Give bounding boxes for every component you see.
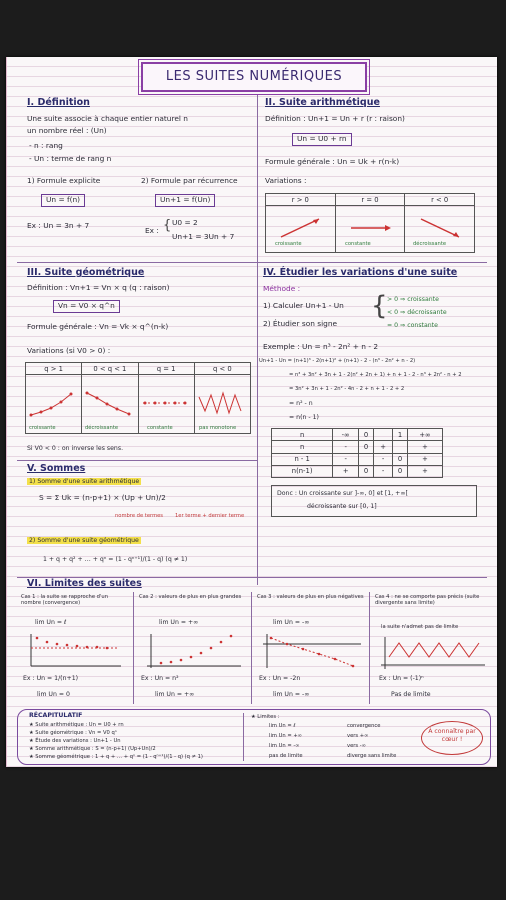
recap-res-2: vers +∞	[347, 733, 369, 739]
s4-example: Exemple : Un = n³ - 2n² + n - 2	[263, 342, 379, 351]
s4-conclusion1: Donc : Un croissante sur ]-∞, 0] et [1, +∞[	[277, 490, 408, 497]
s3-label-2: décroissante	[85, 425, 119, 431]
s1-example2a: U0 = 2	[172, 218, 198, 227]
recap-res-4: diverge sans limite	[347, 753, 397, 759]
constant-arrow-icon	[345, 213, 395, 243]
s3-variations-table: q > 1 0 < q < 1 q = 1 q < 0	[25, 362, 251, 434]
s3-general: Formule générale : Vn = Vk × q^(n-k)	[27, 322, 169, 331]
case4-example: Ex : Un = (-1)ⁿ	[379, 675, 424, 682]
s3-formula-box: Vn = V0 × q^n	[53, 300, 120, 313]
recap-res-1: convergence	[347, 723, 381, 729]
case4-graph	[375, 635, 487, 671]
s1-example2b: Un+1 = 3Un + 7	[172, 232, 235, 241]
recap-limits-heading: ★ Limites :	[251, 714, 280, 720]
s2-variations: Variations :	[265, 176, 307, 185]
s3-note: Si V0 < 0 : on inverse les sens.	[27, 445, 124, 452]
s2-label-2: constante	[345, 241, 371, 247]
s1-line1: Une suite associe à chaque entier naturel n	[27, 114, 188, 123]
oscillating-points-icon	[195, 385, 249, 421]
increasing-points-icon	[27, 385, 81, 421]
s1-example1: Ex : Un = 3n + 7	[27, 221, 90, 230]
recap-item-1: ★ Suite arithmétique : Un = U0 + rn	[29, 722, 124, 728]
s5-title1: 1) Somme d'une suite arithmétique	[29, 478, 140, 485]
case2-example: Ex : Un = n²	[141, 675, 179, 682]
s2-general: Formule générale : Un = Uk + r(n-k)	[265, 157, 400, 166]
case1-limit: lim Un = ℓ	[35, 619, 67, 626]
section-5-heading: V. Sommes	[27, 463, 86, 474]
case3-result: lim Un = -∞	[273, 691, 310, 698]
section-6-heading: VI. Limites des suites	[27, 578, 142, 589]
s2-variations-table: r > 0 r = 0 r < 0	[265, 193, 475, 253]
recap-lim-3: lim Un = -∞	[269, 743, 300, 749]
s3-label-1: croissante	[29, 425, 56, 431]
s3-definition: Définition : Vn+1 = Vn × q (q : raison)	[27, 283, 170, 292]
case1-text: Cas 1 : la suite se rapproche d'un nombre (convergence)	[21, 594, 108, 607]
s4-case3: = 0 ⇒ constante	[387, 322, 438, 329]
s4-sign-table: n -∞ 0 1 +∞ n - 0 + + n - 1 - - 0 + n(n-1) + 0 - 0 +	[271, 428, 443, 478]
decreasing-points-icon	[83, 385, 137, 421]
s2-label-1: croissante	[275, 241, 302, 247]
s1-line3: - n : rang	[29, 141, 63, 150]
section-3-heading: III. Suite géométrique	[27, 267, 145, 278]
s1-box2: Un+1 = f(Un)	[155, 194, 215, 207]
case3-limit: lim Un = -∞	[273, 619, 310, 626]
row-divider-2	[17, 460, 257, 461]
s1-formula2: 2) Formule par récurrence	[141, 176, 238, 185]
s4-calc3: = 3n² + 3n + 1 - 2n² - 4n - 2 + n + 1 - 2 + 2	[289, 386, 405, 392]
s1-box1: Un = f(n)	[41, 194, 85, 207]
s1-example2-label: Ex :	[145, 226, 159, 235]
section-1-heading: I. Définition	[27, 97, 90, 108]
s4-case1: > 0 ⇒ croissante	[387, 296, 439, 303]
s4-calc4: = n² - n	[289, 400, 313, 407]
s4-calc2: = n³ + 3n² + 3n + 1 - 2(n² + 2n + 1) + n + 1 - 2 - n³ + 2n² - n + 2	[289, 372, 462, 378]
constant-points-icon	[139, 385, 193, 421]
case4-result: Pas de limite	[391, 691, 431, 698]
s4-method: Méthode :	[263, 284, 301, 293]
course-sheet: LES SUITES NUMÉRIQUES I. Définition Une suite associe à chaque entier naturel n un nombre réel : (Un) - n : rang - Un : terme de rang n 1) Formule explicite 2) Formule par récurrence Un = f(n) Un+1 = f(Un) Ex : Un = 3n + 7 Ex : { U0 = 2 Un+1 = 3Un + 7 II. Suite arithmétique Définition : Un+1 = Un + r (r : raison) Un = U0 + rn Formule générale : Un = Uk + r(n-k) Variations : r > 0 r = 0 r < 0 croissante constante décroissante III. Suite géométrique Définition : Vn+1 = Vn × q (q : raison) Vn = V0 × q^n Formule générale : Vn = Vk × q^(n-k) Variations (si V0 > 0) : q > 1 0 < q < 1 q = 1 q < 0 croissante décroissante constante pas monotone Si V0 < 0 : on inverse les sens. IV. Étudier les variations d'une suite Méthode : 1) Calculer Un+1 - Un 2) Étudier son signe { > 0 ⇒ croissante < 0 ⇒ décroissante = 0 ⇒ constante Exemple : Un = n³ - 2n² + n - 2 Un+1 - Un = (n+1)³ - 2(n+1)² + (n+1) - 2 - (n³ - 2n² + n - 2) = n³ + 3n² + 3n + 1 - 2(n² + 2n + 1) + n + 1 - 2 - n³ + 2n² - n + 2 = 3n² + 3n + 1 - 2n² - 4n - 2 + n + 1 - 2 + 2 = n² - n = n(n - 1) n -∞ 0 1 +∞ n - 0 + + n - 1 - - 0 + n(n-1) + 0 - 0 + Donc : Un croissante sur ]-∞, 0] et [1, +∞[ décroissante sur [0, 1] V. Sommes 1) Somme d'une suite arithmétique S = Σ Uk = (n-p+1) × (Up + Un)/2 nombre de termes 1er terme + dernier terme 2) Somme d'une suite géométrique 1 + q + q² + … + qⁿ = (1 - qⁿ⁺¹)/(1 - q) (q ≠ 1) VI. Limites des suites Cas 1 : la suite se rapproche d'un nombre (convergence) lim Un = ℓ Ex : Un = 1/(n+1) lim Un = 0 Cas 2 : valeurs de plus en plus grandes lim Un = +∞ Ex : Un = n² lim Un = +∞ Cas 3 : valeurs de plus en plus négatives lim Un = -∞ Ex : Un = -2n lim Un = -∞ Cas 4 : ne se comporte pas précis (suite divergente sans limite) la suite n'admet pas de limite Ex : Un = (-1)ⁿ Pas de limite RÉCAPITULATIF ★ Suite arithmétique : Un = U0 + rn ★ Suite géométrique : Vn = V0 qⁿ ★ Étude des variations : Un+1 - Un ★ Somme arithmétique : S = (n-p+1) (Up+Un)/2 ★ Somme géométrique : 1 + q + … + qⁿ = (1 - qⁿ⁺¹)/(1 - q) (q ≠ 1) ★ Limites : lim Un = ℓ lim Un = +∞ lim Un = -∞ pas de limite convergence vers +∞ vers -∞ diverge sans limite À connaître par cœur !	[6, 57, 497, 767]
s2-formula-box: Un = U0 + rn	[292, 133, 352, 146]
s2-label-3: décroissante	[413, 241, 447, 247]
case3-text: Cas 3 : valeurs de plus en plus négatives	[257, 594, 364, 600]
case-divider-2	[251, 592, 252, 704]
row-divider-1	[17, 262, 487, 263]
recap-lim-4: pas de limite	[269, 753, 303, 759]
recap-item-2: ★ Suite géométrique : Vn = V0 qⁿ	[29, 730, 117, 736]
s4-step1: 1) Calculer Un+1 - Un	[263, 301, 344, 310]
s3-label-4: pas monotone	[199, 425, 237, 431]
case1-graph	[23, 632, 123, 670]
case4-limit: la suite n'admet pas de limite	[381, 624, 459, 630]
s3-variations: Variations (si V0 > 0) :	[27, 346, 111, 355]
section-4-heading: IV. Étudier les variations d'une suite	[263, 267, 458, 278]
s4-calc1: Un+1 - Un = (n+1)³ - 2(n+1)² + (n+1) - 2 - (n³ - 2n² + n - 2)	[259, 358, 416, 364]
page-title: LES SUITES NUMÉRIQUES	[141, 62, 367, 92]
recap-res-3: vers -∞	[347, 743, 366, 749]
s3-label-3: constante	[147, 425, 173, 431]
case2-graph	[141, 632, 245, 670]
s1-formula1: 1) Formule explicite	[27, 176, 101, 185]
s1-line4: - Un : terme de rang n	[29, 154, 112, 163]
s5-arith-sum: S = Σ Uk = (n-p+1) × (Up + Un)/2	[39, 493, 166, 502]
s5-note2: 1er terme + dernier terme	[175, 513, 245, 519]
s4-step2: 2) Étudier son signe	[263, 319, 338, 328]
increasing-arrow-icon	[275, 213, 325, 243]
case4-text: Cas 4 : ne se comporte pas précis (suite divergente sans limite)	[375, 594, 480, 607]
recap-lim-2: lim Un = +∞	[269, 733, 302, 739]
s4-case2: < 0 ⇒ décroissante	[387, 309, 447, 316]
memorize-stamp: À connaître par cœur !	[421, 721, 483, 755]
column-divider	[257, 95, 258, 585]
case3-example: Ex : Un = -2n	[259, 675, 301, 682]
s4-calc5: = n(n - 1)	[289, 414, 319, 421]
recap-item-5: ★ Somme géométrique : 1 + q + … + qⁿ = (1 - qⁿ⁺¹)/(1 - q) (q ≠ 1)	[29, 754, 203, 760]
s5-note1: nombre de termes	[115, 513, 164, 519]
section-2-heading: II. Suite arithmétique	[265, 97, 380, 108]
s4-conclusion2: décroissante sur [0, 1]	[307, 503, 377, 510]
case-divider-3	[369, 592, 370, 704]
case2-result: lim Un = +∞	[155, 691, 195, 698]
recap-item-4: ★ Somme arithmétique : S = (n-p+1) (Up+Un)/2	[29, 746, 156, 752]
case2-text: Cas 2 : valeurs de plus en plus grandes	[139, 594, 242, 600]
decreasing-arrow-icon	[415, 213, 465, 243]
recap-lim-1: lim Un = ℓ	[269, 723, 296, 729]
case1-example: Ex : Un = 1/(n+1)	[23, 675, 79, 682]
case3-graph	[257, 632, 363, 670]
case-divider-1	[133, 592, 134, 704]
s2-definition: Définition : Un+1 = Un + r (r : raison)	[265, 114, 405, 123]
s5-title2: 2) Somme d'une suite géométrique	[29, 537, 139, 544]
case2-limit: lim Un = +∞	[159, 619, 199, 626]
case1-result: lim Un = 0	[37, 691, 70, 698]
s1-line2: un nombre réel : (Un)	[27, 126, 107, 135]
recap-heading: RÉCAPITULATIF	[29, 712, 83, 719]
s5-geo-sum: 1 + q + q² + … + qⁿ = (1 - qⁿ⁺¹)/(1 - q) (q ≠ 1)	[43, 556, 188, 563]
recap-item-3: ★ Étude des variations : Un+1 - Un	[29, 738, 121, 744]
